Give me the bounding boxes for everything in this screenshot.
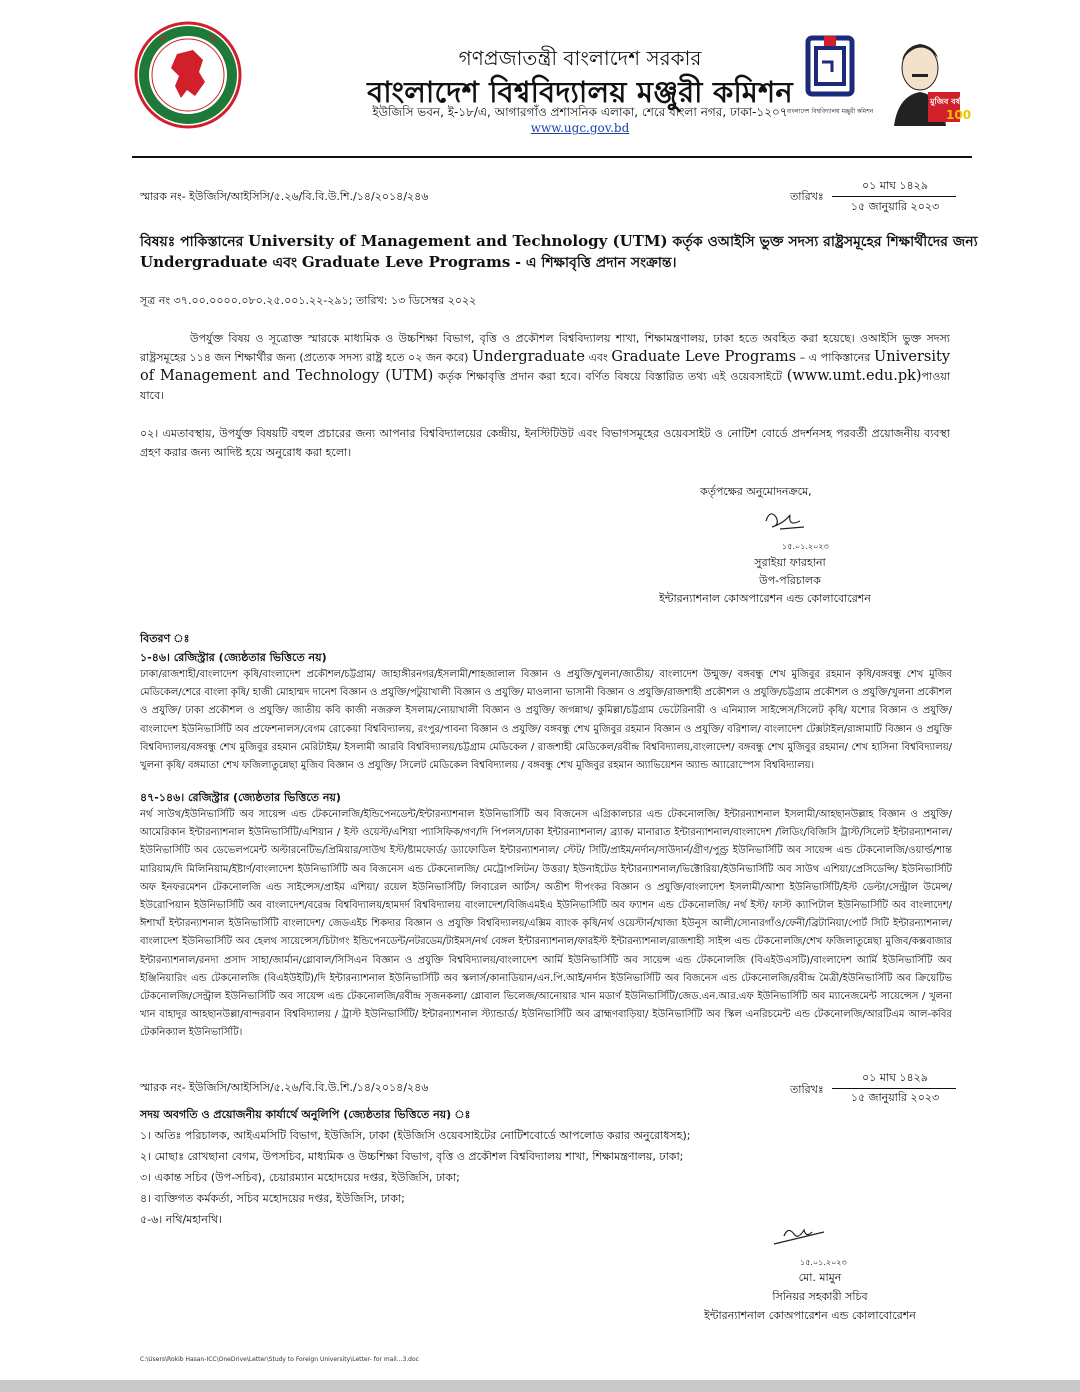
ugc-emblem-icon [782,34,878,104]
list-item: ১। অতিঃ পরিচালক, আইএমসিটি বিভাগ, ইউজিসি, ঢাকা (ইউজিসি ওয়েবসাইটের নোটিশবোর্ডে আপলোড করার অনুরোধসহ); [140,1129,691,1142]
subject-text: এবং [272,255,297,271]
ugc-logo [782,34,878,126]
mujib-borsho-logo [888,30,972,126]
paragraph-text: উপর্যুক্ত বিষয় ও সূত্রোক্ত স্মারকে মাধ্যমিক ও উচ্চশিক্ষা বিভাগ, বৃত্তি ও প্রকৌশল বিশ্ববিদ্যালয় শাখা, শিক্ষামন্ত্রণালয়, ঢাকা হতে অবহিত করা হয়েছে। ওআইসি ভুক্ত সদস্য রাষ্ট্রসমূহের ১১৪ জন শিক্ষার্থীর জন্য (প্রত্যেক সদস্য রাষ্ট্র হতে ০২ জন করে) [140,332,950,364]
signer-1-office: ইন্টারন্যাশনাল কোঅপারেশন এন্ড কোলাবোরেশন [659,592,871,605]
date-bangla: ০১ মাঘ ১৪২৯ [862,179,928,192]
date-label-2: তারিখঃ [790,1083,824,1096]
memo-reference: স্মারক নং- ইউজিসি/আইসিসি/৫.২৬/বি.বি.উ.শি./১৪/২০১৪/২৪৬ [140,190,429,203]
subject-text: - এ শিক্ষাবৃত্তি প্রদান সংক্রান্ত। [515,255,677,271]
memo-reference-2: স্মারক নং- ইউজিসি/আইসিসি/৫.২৬/বি.বি.উ.শি./১৪/২০১৪/২৪৬ [140,1081,429,1094]
body-paragraph-2: ০২। এমতাবস্থায়, উপর্যুক্ত বিষয়টি বহুল প্রচারের জন্য আপনার বিশ্ববিদ্যালয়ের কেন্দ্রীয়, ইনস্টিটিউট এবং বিভাগসমূহের ওয়েবসাইট ও নোটিশ বোর্ডে প্রদর্শনসহ পরবর্তী প্রয়োজনীয় ব্যবস্থা গ্রহণ করার জন্য আদিষ্ট হয়ে অনুরোধ করা হলো। [140,427,950,459]
paragraph-text: – এ পাকিস্তানের [799,351,871,364]
list-item: ৩। একান্ত সচিব (উপ-সচিব), চেয়ারম্যান মহোদয়ের দপ্তর, ইউজিসি, ঢাকা; [140,1171,460,1184]
subject-program: Graduate Leve Programs [301,253,511,271]
distribution-group-1-heading: ১-৪৬। রেজিস্ট্রার (জ্যেষ্ঠতার ভিত্তিতে নয়) [140,651,327,664]
viewer-bottom-edge [0,1380,1080,1392]
date-label: তারিখঃ [790,190,824,203]
signature-1-date: ১৫.০১.২০২৩ [782,542,829,551]
signer-2-name: মো. মামুন [798,1271,842,1284]
date-english: ১৫ জানুয়ারি ২০২৩ [850,200,940,213]
date-english-2: ১৫ জানুয়ারি ২০২৩ [850,1091,940,1104]
approval-line: কর্তৃপক্ষের অনুমোদনক্রমে, [700,485,812,498]
organization-name: বাংলাদেশ বিশ্ববিদ্যালয় মঞ্জুরী কমিশন [367,75,793,109]
document-file-path: C:\Users\Rokib Hasan-ICC\OneDrive\Letter\Study to Foreign University\Letter- for mail...3.doc [140,1356,419,1363]
signature-2 [770,1218,830,1250]
subject-line-1 [140,232,978,252]
subject-text: পাকিস্তানের [180,234,244,250]
subject-line-2 [140,253,677,273]
list-item: ২। মোছাঃ রোখছানা বেগম, উপসচিব, মাধ্যমিক ও উচ্চশিক্ষা বিভাগ, বৃত্তি ও প্রকৌশল বিশ্ববিদ্যালয় শাখা, শিক্ষামন্ত্রণালয়, ঢাকা; [140,1150,684,1163]
list-item: ৪। ব্যক্তিগত কর্মকর্তা, সচিব মহোদয়ের দপ্তর, ইউজিসি, ঢাকা; [140,1192,405,1205]
signer-2-designation: সিনিয়র সহকারী সচিব [772,1290,868,1303]
paragraph-text: পাওয়া যাবে। [140,370,950,402]
university-website[interactable]: (www.umt.edu.pk) [786,368,922,384]
date-bangla-2: ০১ মাঘ ১৪২৯ [862,1071,928,1084]
bangladesh-government-seal [133,20,243,130]
signer-1-designation: উপ-পরিচালক [759,574,821,587]
distribution-group-2-heading: ৪৭-১৪৬। রেজিস্ট্রার (জ্যেষ্ঠতার ভিত্তিতে নয়) [140,791,341,804]
mujib-logo-text: মুজিব বর্ষ [930,97,960,106]
mujib-logo-number: 100 [946,108,972,122]
header-divider [132,156,972,158]
signer-2-office: ইন্টারন্যাশনাল কোঅপারেশন এন্ড কোলাবোরেশন [704,1309,916,1322]
body-paragraph-1 [140,329,950,405]
distribution-title: বিতরণ ঃ [140,632,190,645]
paragraph-text: এবং [588,351,608,364]
paragraph-text: কর্তৃক শিক্ষাবৃত্তি প্রদান করা হবে। বর্ণিত বিষয়ে বিস্তারিত তথ্য এই ওয়েবসাইটে [438,370,782,383]
signature-2-date: ১৫.০১.২০২৩ [800,1258,847,1267]
paragraph-text: Undergraduate [472,349,585,365]
copy-to-title: সদয় অবগতি ও প্রয়োজনীয় কার্যার্থে অনুলিপি (জ্যেষ্ঠতার ভিত্তিতে নয়) ঃ [140,1108,471,1121]
organization-address: ইউজিসি ভবন, ই-১৮/এ, আগারগাঁও প্রশাসনিক এলাকা, শেরে বাংলা নগর, ঢাকা-১২০৭ [372,105,788,119]
government-line: গণপ্রজাতন্ত্রী বাংলাদেশ সরকার [458,46,702,70]
subject-text: কর্তৃক ওআইসি ভুক্ত সদস্য রাষ্ট্রসমূহের শিক্ষার্থীদের জন্য [672,234,978,250]
subject-label: বিষয়ঃ [140,234,176,250]
list-item: ৫-৬। নথি/মহানথি। [140,1213,223,1226]
paragraph-text: Graduate Leve Programs [611,349,797,365]
signature-1 [760,505,810,533]
distribution-group-2-list: নর্থ সাউথ/ইউনিভার্সিটি অব সায়েন্স এন্ড টেকনোলজি/ইন্ডিপেনডেন্ট/ইন্টারন্যাশনাল ইউনিভার্সিটি অব বিজনেস এগ্রিকালচার এন্ড টেকনোলজি/ ইন্টারন্যাশনাল ইসলামী/আহছানউল্লাহ বিজ্ঞান ও প্রযুক্তি/আমেরিকান ইন্টারন্যাশনাল ইউনিভার্সিটি/এশিয়ান / ইস্ট ওয়েস্ট/এশিয়া প্যাসিফিক/গণ/দি পিপলস/ঢাকা ইন্টারন্যাশনাল/ ব্র্যাক/ মানারাত ইন্টারন্যাশনাল/বাংলাদেশ /লিডিং/বিজিসি ট্রাস্ট/সিলেট ইন্টারন্যাশনাল/ইউনিভার্সিটি অব ডেভেলপমেন্ট অল্টারনেটিভ/প্রিমিয়ার/সাউথ ইস্ট/ষ্টামফোর্ড/ ড্যাফোডিল ইন্টারন্যাশনাল/ স্টেট/ সিটি/প্রাইম/নর্দান/সাউদার্ন/গ্রীণ/পুণ্ড্র ইউনিভার্সিটি অব সায়েন্স এন্ড টেকনোলজি/ওয়ার্ল্ড/শান্ত মারিয়াম/দি মিলিনিয়াম/ইষ্টার্ণ/বাংলাদেশ ইউনিভার্সিটি অব বিজনেস এন্ড টেকনোলজি/ মেট্রোপলিটন/ উত্তরা/ ইউনাইটেড ইন্টারন্যাশনাল/ভিক্টোরিয়া/ইউনিভার্সিটি অব সাউথ এশিয়া/প্রেসিডেন্সি/ ইউনিভার্সিটি অফ ইনফরমেশন টেকনোলজি এন্ড সাইন্সেস/প্রাইম এশিয়া/ রয়েল ইউনিভার্সিটি/ লিবারেল আর্টস/ অতীশ দীপংকর বিজ্ঞান ও প্রযুক্তি/বাংলাদেশ ইসলামী/আশা ইউনিভার্সিটি/ইস্ট ডেল্টা/সেন্ট্রাল উমেন্স/ইউরোপিয়ান ইউনিভার্সিটি অব বাংলাদেশ/বরেন্দ্র বিশ্ববিদ্যালয়/হামদর্দ বিশ্ববিদ্যালয় বাংলাদেশ/বিজিএমইএ ইউনিভার্সিটি অব ফ্যাশন এন্ড টেকনোলজি/ নর্থ ইস্ট/ ফাস্ট ক্যাপিটাল ইউনিভার্সিটি অব বাংলাদেশ/ঈশাখাঁ ইন্টারন্যাশনাল ইউনিভার্সিটি বাংলাদেশ/ জেডএইচ শিকদার বিজ্ঞান ও প্রযুক্তি বিশ্ববিদ্যালয়/এক্সিম ব্যাংক কৃষি/নর্থ ওয়েস্টার্ন/খাজা ইউনুস আলী/সোনারগাঁও/ফেনী/ব্রিটানিয়া/পোর্ট সিটি ইন্টারন্যাশনাল/বাংলাদেশ ইউনিভার্সিটি অব হেলথ সায়েন্সেস/চিটাগং ইন্ডিপেনডেন্ট/নটরডেম/টাইমস/নর্থ বেঙ্গল ইন্টারন্যাশনাল/ফারইস্ট ইন্টারন্যাশনাল/রাজশাহী সাইন্স এন্ড টেকনোলজি/শেখ ফজিলাতুন্নেছা মুজিব/কক্সবাজার ইন্টারন্যাশনাল/রনদা প্রসাদ সাহা/জার্মান/গ্লোবাল/সিসিএন বিজ্ঞান ও প্রযুক্তি বিশ্ববিদ্যালয়/বাংলাদেশ আর্মি ইউনিভার্সিটি অব সায়েন্স এন্ড টেকনোলজি (বিএইউএসটি)/বাংলাদেশ আর্মি ইউনিভার্সিটি অব ইঞ্জিনিয়ারিং এন্ড টেকনোলজি (বিএইউইটি)/দি ইন্টারন্যাশনাল ইউনিভার্সিটি অব স্কলার্স/কানাডিয়ান/এন.পি.আই/নর্দান ইউনিভার্সিটি অব বিজনেস এন্ড টেকনোলজি/রবীন্দ্র মৈত্রী/ইউনিভার্সিটি অব ক্রিয়েটিভ টেকনোলজি/সেন্ট্রাল ইউনিভার্সিটি অব সায়েন্স এন্ড টেকনোলজি/রবীন্দ্র সৃজনকলা/ গ্লোবাল ভিলেজ/আনোয়ার খান মডার্ণ ইউনিভার্সিটি/জেড.এন.আর.এফ ইউনিভার্সিটি অব ম্যানেজমেন্ট সায়েন্সেস / খুলনা খান বাহাদুর আহছানউল্লা/বান্দরবান বিশ্ববিদ্যালয় / ট্রাস্ট ইউনিভার্সিটি/ ইন্টারন্যাশনাল স্ট্যান্ডার্ড/ ইউনিভার্সিটি অব ব্রাহ্মণবাড়িয়া/ ইউনিভার্সিটি অব স্কিল এনরিচমেন্ট এন্ড টেকনোলজি/আরটিএম আল-কবির টেকনিক্যাল ইউনিভার্সিটি। [140,809,952,1039]
ugc-logo-caption: বাংলাদেশ বিশ্ববিদ্যালয় মঞ্জুরী কমিশন [786,108,874,115]
signer-1-name: সুরাইয়া ফারহানা [754,556,826,569]
paragraph-text: University of Management and Technology (UTM) [140,349,951,384]
subject-program: Undergraduate [140,253,268,271]
subject-university: University of Management and Technology (UTM) [248,232,668,250]
reference-sutra: সূত্র নং ৩৭.০০.০০০০.০৮০.২৫.০০১.২২-২৯১; তারিখ: ১৩ ডিসেম্বর ২০২২ [140,294,477,307]
distribution-group-1-list: ঢাকা/রাজশাহী/বাংলাদেশ কৃষি/বাংলাদেশ প্রকৌশল/চট্টগ্রাম/ জাহাঙ্গীরনগর/ইসলামী/শাহজালাল বিজ্ঞান ও প্রযুক্তি/খুলনা/জাতীয়/ বাংলাদেশ উন্মুক্ত/ বঙ্গবন্ধু শেখ মুজিবুর রহমান কৃষি/বঙ্গবন্ধু শেখ মুজিব মেডিকেল/শেরে বাংলা কৃষি/ হাজী মোহাম্মদ দানেশ বিজ্ঞান ও প্রযুক্তি/পটুয়াখালী বিজ্ঞান ও প্রযুক্তি/ মাওলানা ভাসানী বিজ্ঞান ও প্রযুক্তি/রাজশাহী প্রকৌশল ও প্রযুক্তি/চট্টগ্রাম প্রকৌশল ও প্রযুক্তি/খুলনা প্রকৌশল ও প্রযুক্তি/ ঢাকা প্রকৌশল ও প্রযুক্তি/ জাতীয় কবি কাজী নজরুল ইসলাম/নোয়াখালী বিজ্ঞান ও প্রযুক্তি/ জগন্নাথ/ কুমিল্লা/চট্টগ্রাম ভেটেরিনারী ও এনিম্যাল সাইন্সেস/সিলেট কৃষি/ যশোর বিজ্ঞান ও প্রযুক্তি/ বাংলাদেশ ইউনিভার্সিটি অব প্রফেশনালস/বেগম রোকেয়া বিশ্ববিদ্যালয়, রংপুর/পাবনা বিজ্ঞান ও প্রযুক্তি/ বঙ্গবন্ধু শেখ মুজিবুর রহমান বিজ্ঞান ও প্রযুক্তি/ বরিশাল/ বাংলাদেশ টেক্সটাইল/রাঙ্গামাটি বিজ্ঞান ও প্রযুক্তি বিশ্ববিদ্যালয়/বঙ্গবন্ধু শেখ মুজিবুর রহমান মেরিটাইম/ ইসলামী আরবি বিশ্ববিদ্যালয়/চট্টগ্রাম মেডিকেল / রাজশাহী মেডিকেল/রবীন্দ্র বিশ্ববিদ্যালয়,বাংলাদেশ/ বঙ্গবন্ধু শেখ মুজিবুর রহমান/ শেখ হাসিনা বিশ্ববিদ্যালয়/ খুলনা কৃষি/ বঙ্গমাতা শেখ ফজিলাতুন্নেছা মুজিব বিজ্ঞান ও প্রযুক্তি/ সিলেট মেডিকেল বিশ্ববিদ্যালয় / বঙ্গবন্ধু শেখ মুজিবুর রহমান অ্যাভিয়েশন অ্যান্ড অ্যারোস্পেস বিশ্ববিদ্যালয়। [140,669,952,772]
copy-to-list [140,1125,690,1230]
website-link[interactable]: www.ugc.gov.bd [530,121,630,135]
